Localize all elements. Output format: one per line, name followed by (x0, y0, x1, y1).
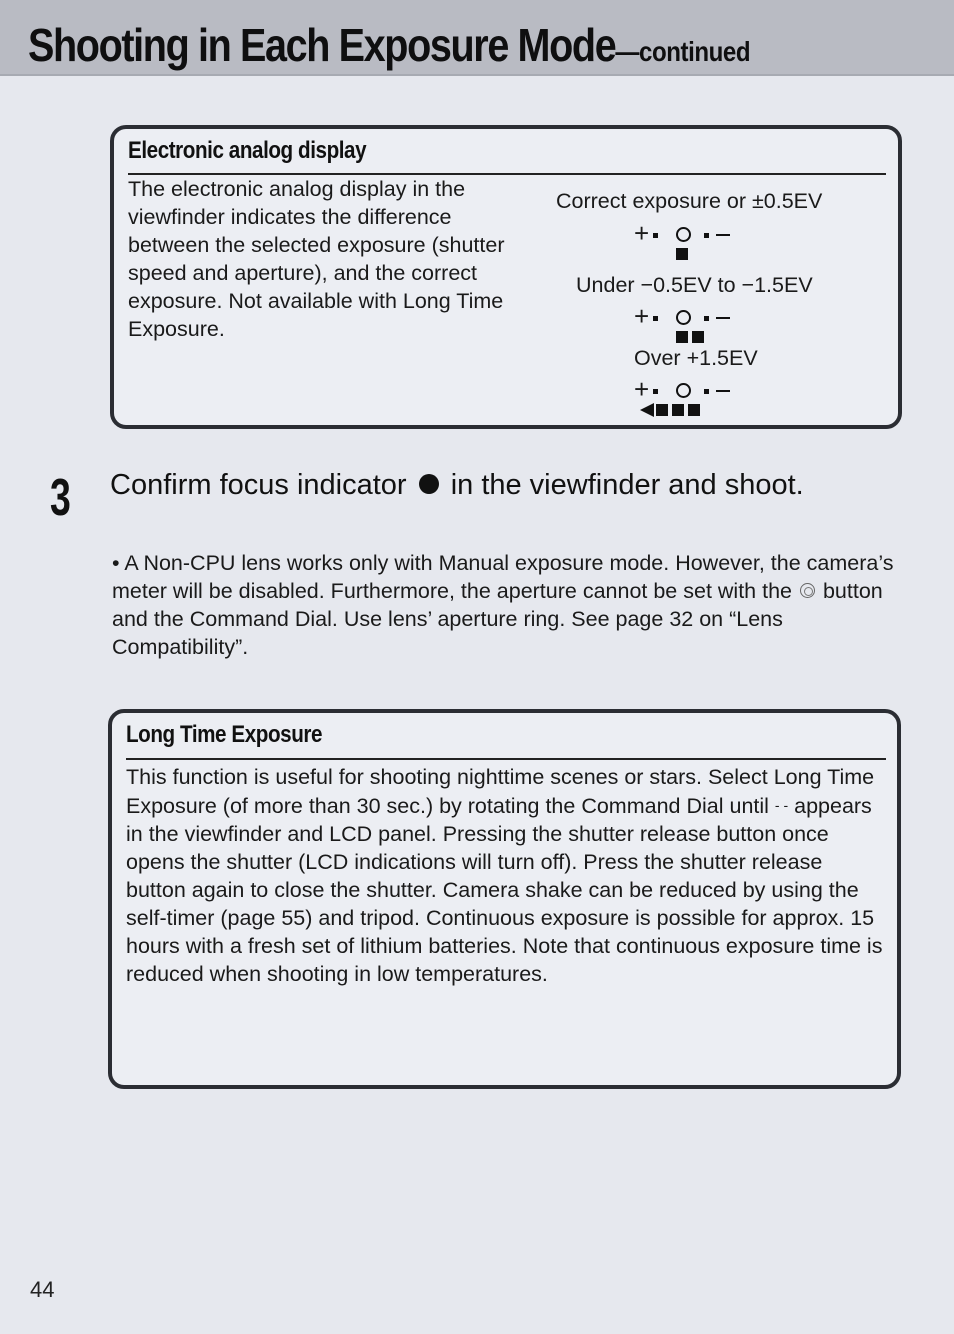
step-title (110, 466, 870, 504)
aperture-button-icon (800, 583, 815, 598)
analog-indicator-under (634, 301, 744, 351)
step-number: 3 (50, 469, 71, 527)
analog-display-box (110, 125, 902, 429)
page-number: 44 (30, 1277, 55, 1302)
center-circle-icon (676, 310, 691, 325)
plus-sign-icon: + (634, 218, 650, 248)
analog-indicator-correct (634, 218, 744, 268)
minus-sign-icon (716, 234, 730, 236)
left-arrow-icon (640, 403, 654, 417)
plus-sign-icon: + (634, 301, 650, 331)
step-title-part1: Confirm focus indicator (110, 469, 407, 501)
center-circle-icon (676, 227, 691, 242)
step-bullet-note (112, 549, 902, 661)
long-time-symbol: - - (774, 797, 789, 813)
long-time-box-rule (126, 758, 886, 760)
exposure-bar-icon (676, 331, 688, 343)
exposure-bar-icon (656, 404, 668, 416)
long-time-exposure-box (108, 709, 901, 1089)
indication-label-correct: Correct exposure or ±0.5EV (556, 189, 823, 213)
analog-indicator-over (634, 374, 744, 424)
indication-label-under: Under −0.5EV to −1.5EV (576, 273, 813, 297)
long-time-text-part2: appears in the viewfinder and LCD panel. Pressing the shutter release button once opens the shutter (LCD indications will turn off). Press the shutter release button again to close the shutter. Camera shake can be reduced by using the self-timer (page 55) and tripod. Continuous exposure is possible for approx. 15 hours with a fresh set of lithium batteries. Note that continuous exposure time is reduced when shooting in low temperatures. (126, 794, 883, 986)
long-time-text-part1: This function is useful for shooting nighttime scenes or stars. Select Long Time Exposure (of more than 30 sec.) by rotating the Command Dial until (126, 765, 875, 818)
indication-label-over: Over +1.5EV (634, 346, 758, 370)
exposure-bar-icon (672, 404, 684, 416)
dot-icon (704, 316, 709, 321)
exposure-bar-icon (676, 248, 688, 260)
step-title-part2: in the viewfinder and shoot. (450, 469, 804, 501)
long-time-box-title: Long Time Exposure (126, 721, 323, 748)
dot-icon (653, 233, 658, 238)
title-main: Shooting in Each Exposure Mode (28, 19, 616, 71)
bullet-text-part1: • A Non-CPU lens works only with Manual exposure mode. However, the camera’s meter will be disabled. Furthermore, the aperture cannot be set with the (112, 551, 894, 603)
analog-description: The electronic analog display in the viewfinder indicates the difference between the selected exposure (shutter speed and aperture), and the correct exposure. Not available with Long Time Exposure. (128, 177, 505, 341)
dot-icon (704, 389, 709, 394)
analog-box-title: Electronic analog display (128, 137, 367, 164)
focus-indicator-icon (419, 474, 439, 494)
page-header (0, 0, 954, 76)
title-suffix: —continued (615, 36, 751, 67)
bullet-text-part2: button and the Command Dial. Use lens’ aperture ring. See page 32 on “Lens Compatibility”. (112, 579, 883, 659)
dot-icon (704, 233, 709, 238)
exposure-bar-icon (688, 404, 700, 416)
minus-sign-icon (716, 390, 730, 392)
dot-icon (653, 316, 658, 321)
dot-icon (653, 389, 658, 394)
plus-sign-icon: + (634, 374, 650, 404)
long-time-text (126, 763, 886, 988)
page-title (28, 18, 750, 72)
exposure-bar-icon (692, 331, 704, 343)
minus-sign-icon (716, 317, 730, 319)
center-circle-icon (676, 383, 691, 398)
